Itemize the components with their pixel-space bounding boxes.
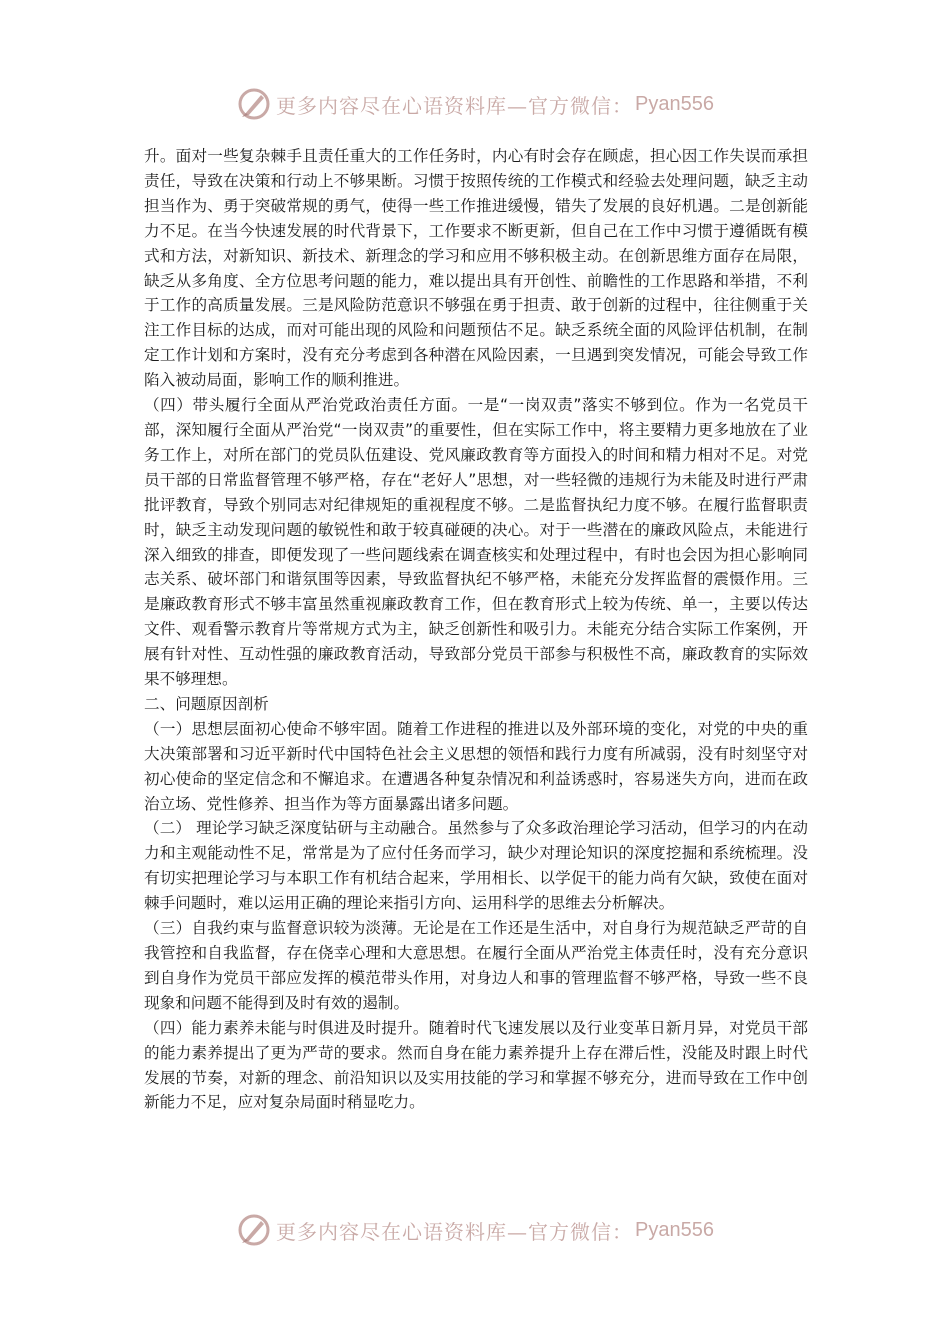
document-body (144, 144, 808, 1115)
section-heading: 二、问题原因剖析 (144, 694, 269, 713)
paragraph-3: （一）思想层面初心使命不够牢固。随着工作进程的推进以及外部环境的变化，对党的中央的重大决策部署和习近平新时代中国特色社会主义思想的领悟和践行力度有所减弱，没有时刻坚守对初心使命的坚定信念和不懈追求。在遭遇各种复杂情况和利益诱惑时，容易迷失方向，进而在政治立场、党性修养、担当作为等方面暴露出诸多问题。 (144, 719, 808, 813)
watermark-text: 更多内容尽在心语资料库—官方微信： (276, 93, 634, 118)
watermark-wechat-id: Pyan556 (635, 92, 714, 115)
header-watermark (0, 82, 950, 126)
watermark-text: 更多内容尽在心语资料库—官方微信： (276, 1219, 634, 1244)
pen-logo-icon (236, 86, 272, 122)
paragraph-1: 升。面对一些复杂棘手且责任重大的工作任务时，内心有时会存在顾虑，担心因工作失误而承担责任，导致在决策和行动上不够果断。习惯于按照传统的工作模式和经验去处理问题，缺乏主动担当作为、勇于突破常规的勇气，使得一些工作推进缓慢，错失了发展的良好机遇。二是创新能力不足。在当今快速发展的时代背景下，工作要求不断更新，但自己在工作中习惯于遵循既有模式和方法，对新知识、新技术、新理念的学习和应用不够积极主动。在创新思维方面存在局限，缺乏从多角度、全方位思考问题的能力，难以提出具有开创性、前瞻性的工作思路和举措，不利于工作的高质量发展。三是风险防范意识不够强在勇于担责、敢于创新的过程中，往往侧重于关注工作目标的达成，而对可能出现的风险和问题预估不足。缺乏系统全面的风险评估机制，在制定工作计划和方案时，没有充分考虑到各种潜在风险因素，一旦遇到突发情况，可能会导致工作陷入被动局面，影响工作的顺利推进。 (144, 147, 808, 390)
pen-logo-icon (236, 1212, 272, 1248)
footer-watermark (0, 1208, 950, 1252)
watermark-wechat-id: Pyan556 (635, 1218, 714, 1241)
paragraph-6: （四）能力素养未能与时俱进及时提升。随着时代飞速发展以及行业变革日新月异，对党员干部的能力素养提出了更为严苛的要求。然而自身在能力素养提升上存在滞后性，没能及时跟上时代发展的节奏，对新的理念、前沿知识以及实用技能的学习和掌握不够充分，进而导致在工作中创新能力不足，应对复杂局面时稍显吃力。 (144, 1018, 808, 1112)
paragraph-4: （二） 理论学习缺乏深度钻研与主动融合。虽然参与了众多政治理论学习活动，但学习的内在动力和主观能动性不足，常常是为了应付任务而学习，缺少对理论知识的深度挖掘和系统梳理。没有切实把理论学习与本职工作有机结合起来，学用相长、以学促干的能力尚有欠缺，致使在面对棘手问题时，难以运用正确的理论来指引方向、运用科学的思维去分析解决。 (144, 819, 808, 913)
paragraph-2: （四）带头履行全面从严治党政治责任方面。一是“一岗双责”落实不够到位。作为一名党员干部，深知履行全面从严治党“一岗双责”的重要性，但在实际工作中，将主要精力更多地放在了业务工作上，对所在部门的党员队伍建设、党风廉政教育等方面投入的时间和精力相对不足。对党员干部的日常监督管理不够严格，存在“老好人”思想，对一些轻微的违规行为未能及时进行严肃批评教育，导致个别同志对纪律规矩的重视程度不够。二是监督执纪力度不够。在履行监督职责时，缺乏主动发现问题的敏锐性和敢于较真碰硬的决心。对于一些潜在的廉政风险点，未能进行深入细致的排查，即便发现了一些问题线索在调查核实和处理过程中，有时也会因为担心影响同志关系、破坏部门和谐氛围等因素，导致监督执纪不够严格，未能充分发挥监督的震慑作用。三是廉政教育形式不够丰富虽然重视廉政教育工作，但在教育形式上较为传统、单一，主要以传达文件、观看警示教育片等常规方式为主，缺乏创新性和吸引力。未能充分结合实际工作案例，开展有针对性、互动性强的廉政教育活动，导致部分党员干部参与积极性不高，廉政教育的实际效果不够理想。 (144, 396, 808, 689)
paragraph-5: （三）自我约束与监督意识较为淡薄。无论是在工作还是生活中，对自身行为规范缺乏严苛的自我管控和自我监督，存在侥幸心理和大意思想。在履行全面从严治党主体责任时，没有充分意识到自身作为党员干部应发挥的模范带头作用，对身边人和事的管理监督不够严格，导致一些不良现象和问题不能得到及时有效的遏制。 (144, 919, 808, 1012)
